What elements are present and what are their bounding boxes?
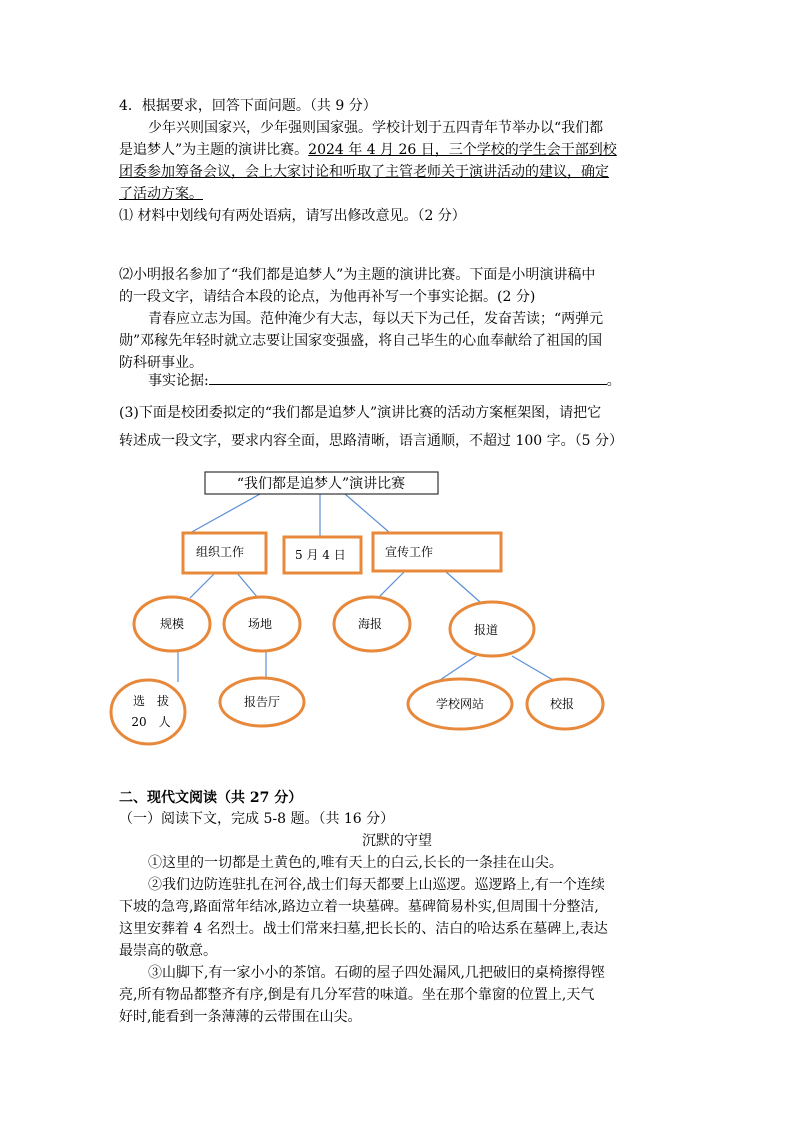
connector-org-venue bbox=[237, 573, 258, 598]
article-para-2-line-1: ②我们边防连驻扎在河谷,战士们每天都要上山巡逻。巡逻路上,有一个连续 bbox=[148, 877, 605, 893]
article-para-3-line-1: ③山脚下,有一家小小的茶馆。石砌的屋子四处漏风,几把破旧的桌椅擦得铿 bbox=[148, 965, 605, 981]
connector-report-paper bbox=[512, 656, 553, 680]
select-label-1: 选 拔 bbox=[132, 694, 170, 708]
q4-sub3-line-1: (3)下面是校团委拟定的“我们都是追梦人”演讲比赛的活动方案框架图，请把它 bbox=[119, 405, 602, 421]
select-node bbox=[111, 680, 185, 744]
website-label: 学校网站 bbox=[435, 697, 485, 711]
venue-label: 场地 bbox=[247, 617, 273, 631]
q4-sub2-line-1: ⑵小明报名参加了“我们都是追梦人”为主题的演讲比赛。下面是小明演讲稿中 bbox=[119, 267, 596, 283]
article-title: 沉默的守望 bbox=[362, 833, 432, 849]
q4-heading: 4．根据要求，回答下面问题。（共 9 分） bbox=[119, 98, 377, 114]
part2-heading: 二、现代文阅读（共 27 分） bbox=[119, 790, 303, 806]
poster-label: 海报 bbox=[357, 617, 383, 631]
connector-root-pub bbox=[345, 494, 390, 533]
q4-sub2-para-1: 青春应立志为国。范仲淹少有大志，每以天下为己任，发奋苦读；“两弹元 bbox=[148, 311, 604, 327]
article-para-3-line-3: 好时,能看到一条薄薄的云带围在山尖。 bbox=[119, 1009, 362, 1025]
article-para-2-line-3: 这里安葬着 4 名烈士。战士们常来扫墓,把长长的、洁白的哈达系在墓碑上,表达 bbox=[119, 921, 608, 937]
root-label: “我们都是追梦人”演讲比赛 bbox=[236, 476, 406, 492]
school-paper-label: 校报 bbox=[549, 697, 575, 711]
article-para-2-line-2: 下坡的急弯,路面常年结冰,路边立着一块墓碑。墓碑简易朴实,但周围十分整洁, bbox=[119, 899, 599, 915]
fact-evidence-label: 事实论据: bbox=[148, 373, 209, 389]
connector-root-org bbox=[190, 494, 260, 533]
q4-para-line-1: 少年兴则国家兴，少年强则国家强。学校计划于五四青年节举办以“我们都 bbox=[148, 120, 604, 136]
q4-sub3-line-2: 转述成一段文字，要求内容全面，思路清晰，语言通顺，不超过 100 字。（5 分） bbox=[119, 433, 623, 449]
q4-underlined-sentence-2: 团委参加筹备会议，会上大家讨论和听取了主管老师关于演讲活动的建议，确定 bbox=[119, 164, 609, 180]
q4-sub2-para-2: 勋”邓稼先年轻时就立志要让国家变强盛，将自己毕生的心血奉献给了祖国的国 bbox=[119, 333, 603, 349]
q4-underlined-sentence-1: 2024 年 4 月 26 日，三个学校的学生会干部到校 bbox=[308, 142, 617, 158]
pub-label: 宣传工作 bbox=[385, 545, 434, 559]
part2-sub-heading: （一）阅读下文，完成 5-8 题。（共 16 分） bbox=[119, 811, 395, 827]
q4-para-line-2a: 是追梦人”为主题的演讲比赛。 bbox=[119, 142, 309, 158]
fact-evidence-end: 。 bbox=[606, 373, 621, 389]
article-para-1: ①这里的一切都是土黄色的,唯有天上的白云,长长的一条挂在山尖。 bbox=[148, 855, 563, 871]
org-label: 组织工作 bbox=[196, 545, 245, 559]
article-para-3-line-2: 亮,所有物品都整齐有序,倒是有几分军营的味道。坐在那个靠窗的位置上,天气 bbox=[119, 987, 595, 1003]
connector-pub-report bbox=[445, 571, 480, 602]
report-label: 报道 bbox=[473, 623, 499, 637]
scale-label: 规模 bbox=[159, 617, 185, 631]
q4-sub2-line-2: 的一段文字，请结合本段的论点，为他再补写一个事实论据。(2 分) bbox=[119, 289, 536, 305]
q4-underlined-sentence-3: 了活动方案。 bbox=[119, 186, 203, 202]
select-label-2: 20 人 bbox=[131, 715, 171, 729]
connector-report-website bbox=[440, 656, 476, 680]
hall-label: 报告厅 bbox=[243, 695, 281, 709]
connector-org-scale bbox=[190, 573, 215, 598]
connector-pub-poster bbox=[378, 571, 405, 598]
q4-sub1: ⑴ 材料中划线句有两处语病，请写出修改意见。（2 分） bbox=[119, 208, 466, 224]
q4-sub2-para-3: 防科研事业。 bbox=[119, 355, 203, 371]
article-para-2-line-4: 最崇高的敬意。 bbox=[119, 943, 217, 959]
date-label: 5 月 4 日 bbox=[295, 548, 346, 562]
